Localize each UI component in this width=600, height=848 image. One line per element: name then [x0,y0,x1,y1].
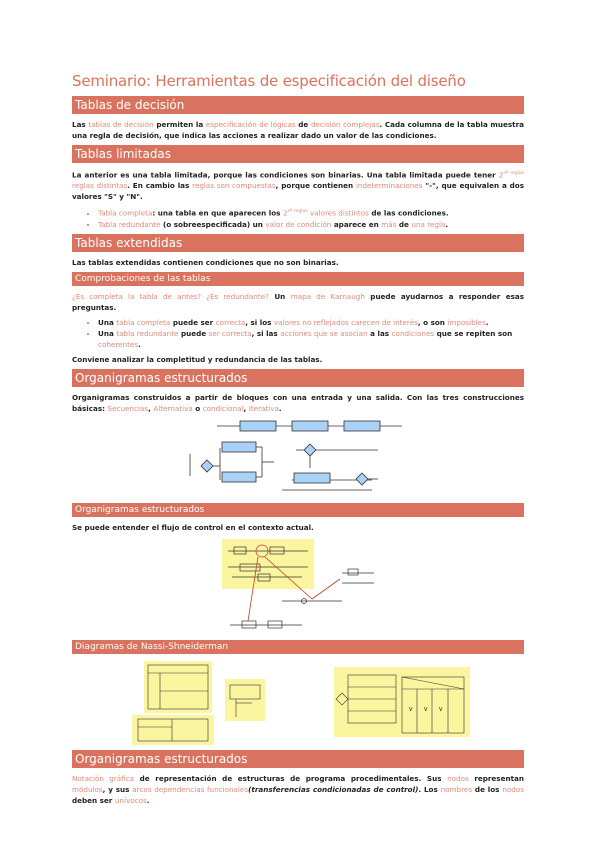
flowchart-figure [72,418,524,500]
document-page [72,66,524,810]
bullet-list [72,317,524,350]
text-run: . [485,317,489,327]
text-run: , y sus [102,784,133,794]
text-run: tablas de decisión [88,120,154,129]
section-heading-organigramas-3: Organigramas estructurados [72,750,524,768]
text-run: reglas son compuestas [192,181,276,191]
text-run: representan [468,773,524,783]
text-run: nodos [502,784,524,794]
text-run: , [243,403,249,413]
section-heading-organigramas-2: Organigramas estructurados [72,503,524,517]
table-label-v1: V [409,706,413,713]
text-run: , si los [245,317,274,327]
text-run: que se repiten son [434,328,513,338]
text-run: de los [472,784,503,794]
text-run: nº reglas [503,171,525,176]
text-run: a las [367,328,392,338]
text-run: . Los [418,784,441,794]
paragraph: Conviene analizar la completitud y redundancia de las tablas. [72,354,323,364]
text-run: más [381,219,397,229]
text-run: puede ser [170,317,216,327]
text-run: unívocos [114,795,147,805]
text-run: . [278,403,282,413]
text-run: 2 [282,208,288,218]
text-run: acciones que se asocian [280,328,368,338]
paragraph: Las tablas extendidas contienen condiciones que no son binarias. [72,257,339,267]
text-run: Tabla redundante [98,219,161,229]
text-run: : una tabla en que aparecen los [152,208,283,218]
text-run: aparece en [331,219,382,229]
list-item [98,206,524,218]
text-run: . [138,339,141,349]
text-run: "-", que equivalen a dos valores "S" y "N". [72,181,525,202]
control-flow-figure [72,537,524,637]
text-run: condiciones [391,328,435,338]
text-run: tabla completa [116,317,171,327]
text-run: Secuencias [107,403,149,413]
text-run: mapa de Karnaugh [290,291,365,301]
paragraph [72,392,524,414]
text-run: valor de condición [265,219,332,229]
list-item [98,219,524,230]
text-run: 2 [498,170,504,180]
list-item [98,317,524,328]
nassi-shneiderman-figure [72,659,524,747]
text-run: decisión complejas [310,120,380,129]
text-run: nodos [447,773,469,783]
text-run: valores no reflejados carecen de interés [273,317,418,327]
text-run: reglas distintas [72,181,128,191]
text-run: indeterminaciones [355,181,423,191]
text-run: correcta [215,317,246,327]
text-run: deben ser [72,795,115,805]
text-run: módulos [72,784,103,794]
text-run: arcos dependencias funcionales [132,784,249,794]
text-run: tabla redundante [116,328,179,338]
text-run: Notación gráfica [72,773,135,783]
text-run: nº reglas [287,209,308,215]
text-run: (o sobreespecificada) un [160,219,266,229]
text-run: , o son [417,317,448,327]
text-run: una regla [411,219,446,229]
section-heading-tablas-decision: Tablas de decisión [72,96,524,114]
text-run: Las [72,120,89,129]
text-run: de [295,120,311,129]
text-run: Iterativa [248,403,279,413]
section-heading-nassi: Diagramas de Nassi-Shneiderman [72,640,524,654]
text-run: . En cambio las [127,181,193,191]
paragraph [72,773,524,806]
section-heading-organigramas-1: Organigramas estructurados [72,369,524,387]
page-title: Seminario: Herramientas de especificación del diseño [72,72,466,90]
text-run: . [146,795,150,805]
paragraph [72,291,524,313]
text-run: ser correcta [208,328,252,338]
text-run: Alternativa [153,403,193,413]
text-run: puede ayudarnos a responder esas preguntas. [72,291,524,312]
text-run: Tabla completa [98,208,153,218]
text-run: Una [98,317,117,327]
section-heading-tablas-extendidas: Tablas extendidas [72,234,524,252]
bullet-list [72,206,524,229]
text-run: Una [98,328,117,338]
list-item [98,328,524,350]
text-run: permiten la [153,120,206,129]
text-run: condicional [202,403,244,413]
subheading-comprobaciones: Comprobaciones de las tablas [72,272,524,286]
text-run: . [445,219,449,229]
text-run: especificación de lógicas [205,120,296,129]
text-run: , [148,403,154,413]
table-label-v3: V [439,706,443,713]
section-heading-tablas-limitadas: Tablas limitadas [72,145,524,163]
text-run: . Cada columna de la tabla muestra una regla de decisión, que indica las acciones a realizar dado un valor de las condiciones. [72,120,525,140]
text-run: nombres [440,784,473,794]
paragraph [72,168,524,202]
paragraph: Se puede entender el flujo de control en el contexto actual. [72,522,314,532]
text-run: valores distintos [307,208,369,218]
text-run: puede [178,328,209,338]
table-label-v2: V [424,706,428,713]
text-run: de las condiciones. [368,208,449,218]
text-run: Organigramas construidos a partir de bloques con una entrada y una salida. Con las tres construcciones básicas: [72,392,524,413]
text-run: Un [268,291,291,301]
text-run: coherentes [98,339,139,349]
text-run: , porque contienen [275,181,356,191]
text-run: de [396,219,412,229]
text-run: ¿Es completa la tabla de antes? ¿Es redundante? [72,291,269,301]
text-run: o [192,403,203,413]
text-run: La anterior es una tabla limitada, porque las condiciones son binarias. Una tabla limitada puede tener [72,170,499,180]
text-run: de representación de estructuras de programa procedimentales. Sus [134,773,448,783]
text-run: , si las [251,328,281,338]
text-run: imposibles [447,317,486,327]
paragraph [72,119,524,141]
text-run: (transferencias condicionadas de control) [248,784,419,794]
